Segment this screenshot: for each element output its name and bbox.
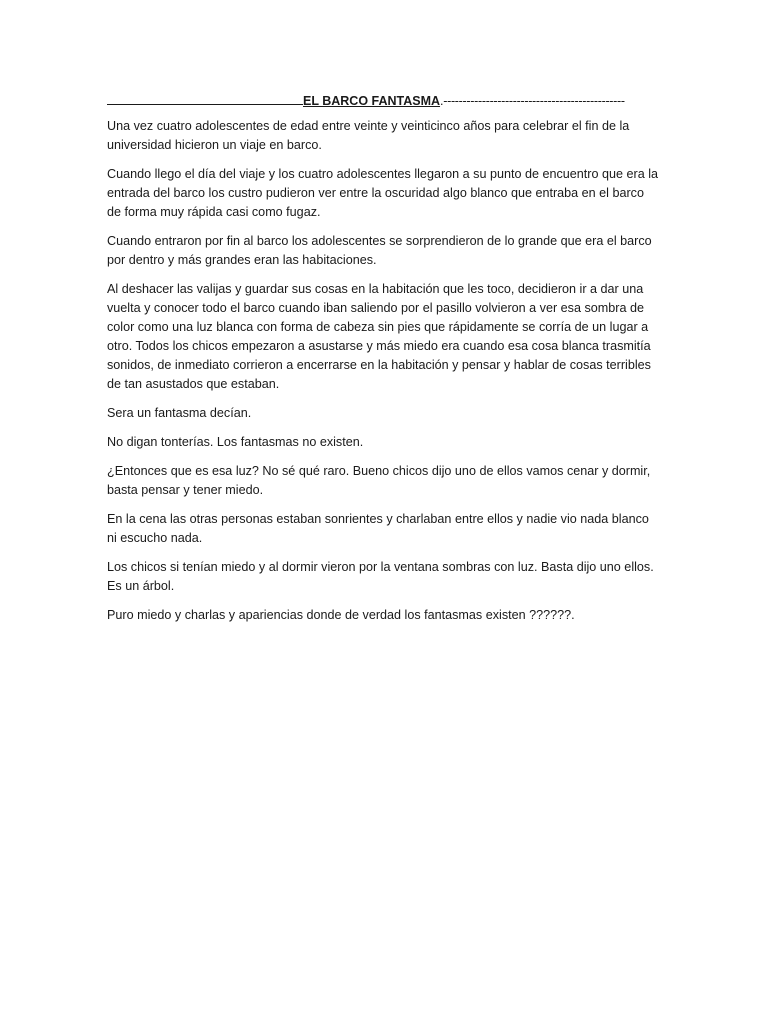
paragraph: Puro miedo y charlas y apariencias donde de verdad los fantasmas existen ??????. [107, 608, 575, 622]
paragraph: Una vez cuatro adolescentes de edad entre veinte y veinticinco años para celebrar el fin de la universidad hicieron un viaje en barco. [107, 119, 630, 152]
paragraph: Sera un fantasma decían. [107, 406, 252, 420]
title-line [107, 92, 659, 109]
paragraph: Cuando entraron por fin al barco los adolescentes se sorprendieron de lo grande que era el barco por dentro y más grandes eran las habitaciones. [107, 234, 652, 267]
paragraph: En la cena las otras personas estaban sonrientes y charlaban entre ellos y nadie vio nada blanco ni escucho nada. [107, 512, 649, 545]
paragraph: ¿Entonces que es esa luz? No sé qué raro. Bueno chicos dijo uno de ellos vamos cenar y dormir, basta pensar y tener miedo. [107, 464, 651, 497]
document-title: EL BARCO FANTASMA [303, 94, 441, 108]
document-body [107, 92, 659, 635]
paragraph: Cuando llego el día del viaje y los cuatro adolescentes llegaron a su punto de encuentro que era la entrada del barco los custro pudieron ver entre la oscuridad algo blanco que entraba en el barco de forma muy rápida casi como fugaz. [107, 167, 659, 219]
paragraph: Los chicos si tenían miedo y al dormir vieron por la ventana sombras con luz. Basta dijo uno ellos. Es un árbol. [107, 560, 654, 593]
paragraph: Al deshacer las valijas y guardar sus cosas en la habitación que les toco, decidieron ir a dar una vuelta y conocer todo el barco cuando iban saliendo por el pasillo volvieron a ver esa sombra de color como una luz blanca con forma de cabeza sin pies que rápidamente se corría de un lugar a otro. Todos los chicos empezaron a asustarse y más miedo era cuando esa cosa blanca trasmitía sonidos, de inmediato corrieron a encerrarse en la habitación y pensar y hablar de cosas terribles de tan asustados que estaban. [107, 282, 651, 391]
title-trailing-dashes: .----------------------------------------------- [440, 94, 625, 108]
title-underline-rule [107, 92, 303, 105]
paragraph: No digan tonterías. Los fantasmas no existen. [107, 435, 364, 449]
